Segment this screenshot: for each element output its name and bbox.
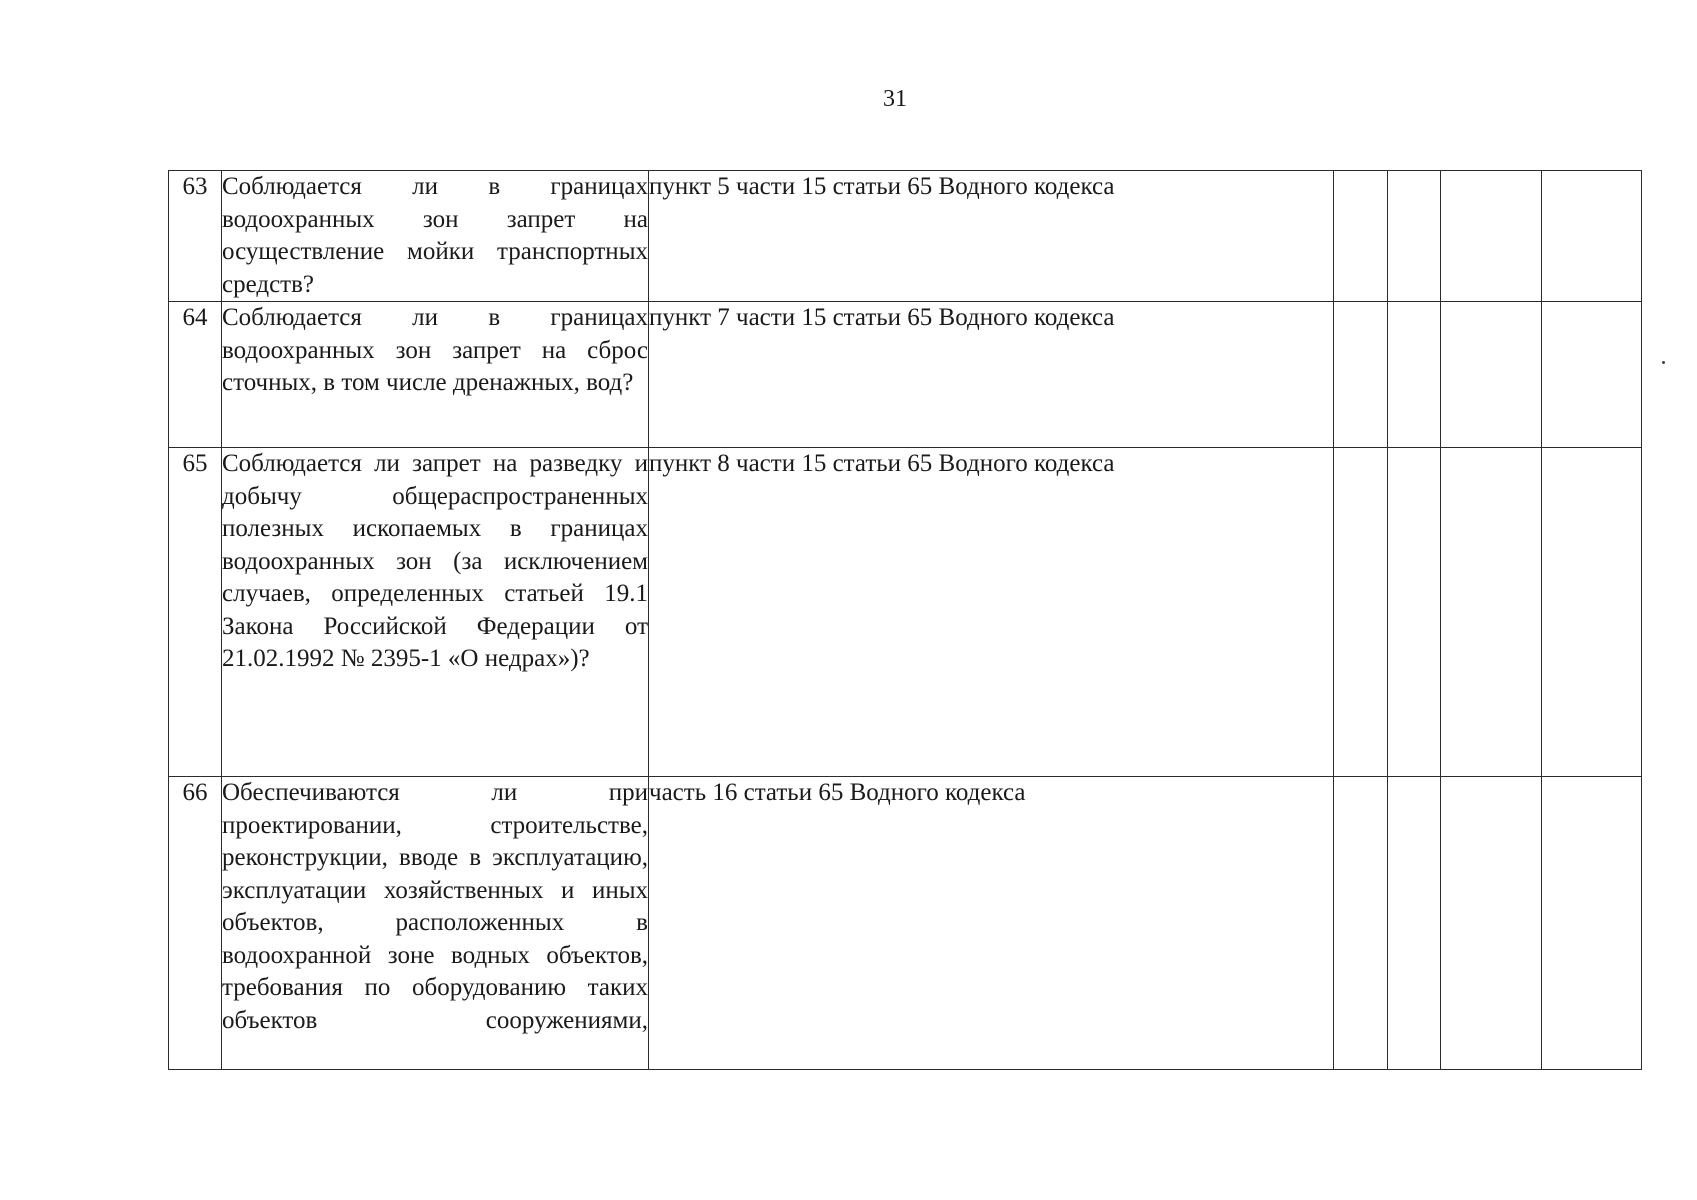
table-row <box>169 448 1642 777</box>
answer-no-cell[interactable] <box>1388 302 1441 448</box>
scan-speck <box>1662 361 1665 364</box>
answer-yes-cell[interactable] <box>1334 302 1388 448</box>
question-cell: Соблюдается ли запрет на разведку и добычу общераспространенных полезных ископаемых в границах водоохранных зон (за исключением случаев, определенных статьей 19.1 Закона Российской Федерации от 21.02.1992 № 2395-1 «О недрах»)? <box>222 448 649 777</box>
row-number: 64 <box>169 302 222 448</box>
note-cell[interactable] <box>1542 302 1642 448</box>
row-number: 65 <box>169 448 222 777</box>
reference-cell: пункт 7 части 15 статьи 65 Водного кодекса <box>649 302 1334 448</box>
note-cell[interactable] <box>1542 171 1642 302</box>
note-cell[interactable] <box>1542 777 1642 1070</box>
question-cell: Обеспечиваются ли при проектировании, строительстве, реконструкции, вводе в эксплуатацию, эксплуатации хозяйственных и иных объектов, расположенных в водоохранной зоне водных объектов, требования по оборудованию таких объектов сооружениями, <box>222 777 649 1070</box>
reference-cell: часть 16 статьи 65 Водного кодекса <box>649 777 1334 1070</box>
answer-no-cell[interactable] <box>1388 777 1441 1070</box>
answer-not-applicable-cell[interactable] <box>1441 448 1542 777</box>
question-cell: Соблюдается ли в границах водоохранных зон запрет на осуществление мойки транспортных средств? <box>222 171 649 302</box>
reference-cell: пункт 5 части 15 статьи 65 Водного кодекса <box>649 171 1334 302</box>
row-number: 66 <box>169 777 222 1070</box>
answer-not-applicable-cell[interactable] <box>1441 302 1542 448</box>
answer-yes-cell[interactable] <box>1334 777 1388 1070</box>
row-number: 63 <box>169 171 222 302</box>
checklist-table <box>168 170 1642 1070</box>
answer-yes-cell[interactable] <box>1334 448 1388 777</box>
answer-yes-cell[interactable] <box>1334 171 1388 302</box>
answer-not-applicable-cell[interactable] <box>1441 777 1542 1070</box>
answer-no-cell[interactable] <box>1388 448 1441 777</box>
note-cell[interactable] <box>1542 448 1642 777</box>
page-number: 31 <box>883 86 907 112</box>
answer-not-applicable-cell[interactable] <box>1441 171 1542 302</box>
table-row <box>169 171 1642 302</box>
table-row <box>169 777 1642 1070</box>
answer-no-cell[interactable] <box>1388 171 1441 302</box>
reference-cell: пункт 8 части 15 статьи 65 Водного кодекса <box>649 448 1334 777</box>
question-cell: Соблюдается ли в границах водоохранных зон запрет на сброс сточных, в том числе дренажных, вод? <box>222 302 649 448</box>
table-row <box>169 302 1642 448</box>
